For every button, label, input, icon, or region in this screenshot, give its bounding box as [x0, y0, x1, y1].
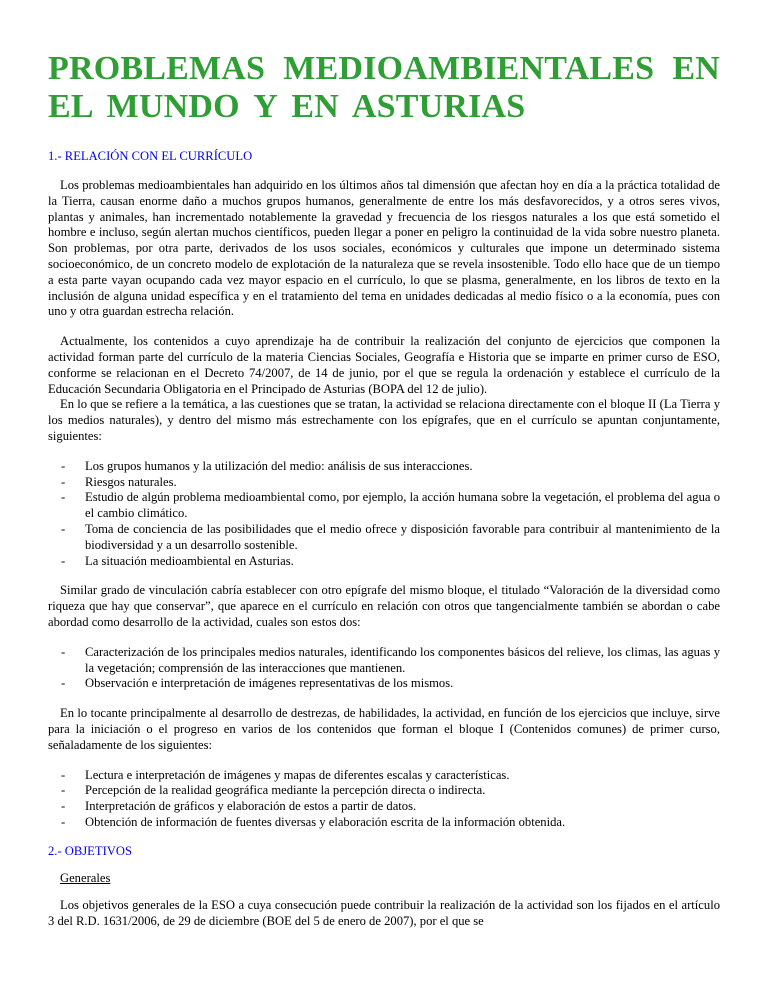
paragraph-1: Los problemas medioambientales han adquirido en los últimos años tal dimensión que afectan hoy en día a la práctica totalidad de la Tierra, causan enorme daño a muchos grupos humanos, generalmente de entre los más desfavorecidos, y a otros seres vivos, plantas y animales, han incrementado notablemente la gravedad y frecuencia de los riesgos naturales a los que está sometido el hombre e incluso, según alertan muchos científicos, pueden llegar a poner en peligro la continuidad de la vida sobre nuestro planeta. Son problemas, por otra parte, derivados de los usos sociales, económicos y culturales que impone un determinado sistema socioeconómico, de un concreto modelo de explotación de la naturaleza que se revela insostenible. Todo ello hace que de un tiempo a esta parte vayan ocupando cada vez mayor espacio en el currículo, lo que se plasma, generalmente, en los libros de texto en la inclusión de alguna unidad específica y en el tratamiento del tema en unidades dedicadas al medio físico o a la economía, pues con uno y otra guardan estrecha relación. — [48, 178, 720, 319]
dash-bullet: - — [61, 553, 66, 568]
list-item: - Estudio de algún problema medioambiental como, por ejemplo, la acción humana sobre la vegetación, el problema del agua o el cambio climático. — [61, 490, 720, 521]
contents-list-related — [48, 645, 720, 692]
dash-bullet: - — [61, 814, 66, 829]
paragraph-2: Actualmente, los contenidos a cuyo aprendizaje ha de contribuir la realización del conjunto de ejercicios que componen la actividad forman parte del currículo de la materia Ciencias Sociales, Geografía e Historia que se imparte en primer curso de ESO, conforme se relacionan en el Decreto 74/2007, de 14 de junio, por el que se regula la ordenación y establece el currículo de la Educación Secundaria Obligatoria en el Principado de Asturias (BOPA del 12 de julio). — [48, 334, 720, 396]
section-heading-objetivos: 2.- OBJETIVOS — [48, 843, 132, 858]
contents-list-bloque-2 — [48, 459, 720, 570]
document-page — [48, 50, 720, 930]
paragraph-objetivos: Los objetivos generales de la ESO a cuya consecución puede contribuir la realización de la actividad son los fijados en el artículo 3 del R.D. 1631/2006, de 29 de diciembre (BOE del 5 de enero de 2007), por el que se — [48, 898, 720, 929]
paragraph-5: En lo tocante principalmente al desarrollo de destrezas, de habilidades, la actividad, en función de los ejercicios que incluye, sirve para la iniciación o el progreso en varios de los contenidos que forman el bloque I (Contenidos comunes) de primer curso, señaladamente de los siguientes: — [48, 706, 720, 752]
list-item: - Caracterización de los principales medios naturales, identificando los componentes básicos del relieve, los climas, las aguas y la vegetación; comprensión de las interacciones que mantienen. — [61, 644, 720, 675]
paragraph-4: Similar grado de vinculación cabría establecer con otro epígrafe del mismo bloque, el titulado “Valoración de la diversidad como riqueza que hay que conservar”, que aparece en el currículo en relación con otros que tangencialmente también se abordan o cabe abordad como desarrollo de la actividad, cuales son estos dos: — [48, 583, 720, 629]
document-title: PROBLEMAS MEDIOAMBIENTALES EN EL MUNDO Y EN ASTURIAS — [48, 50, 720, 125]
paragraph-3: En lo que se refiere a la temática, a las cuestiones que se tratan, la actividad se relaciona directamente con el bloque II (La Tierra y los medios naturales), y dentro del mismo más estrechamente con los epígrafes, que en el currículo se apuntan conjuntamente, siguientes: — [48, 397, 720, 443]
subheading-generales: Generales — [60, 870, 111, 885]
contents-list-bloque-1 — [48, 768, 720, 831]
dash-bullet: - — [61, 676, 66, 691]
dash-bullet: - — [61, 521, 66, 536]
dash-bullet: - — [61, 474, 66, 489]
dash-bullet: - — [61, 490, 66, 505]
list-item: - La situación medioambiental en Asturias. — [61, 553, 294, 568]
dash-bullet: - — [61, 799, 66, 814]
dash-bullet: - — [61, 458, 66, 473]
list-item: - Percepción de la realidad geográfica mediante la percepción directa o indirecta. — [61, 783, 486, 798]
list-item: - Obtención de información de fuentes diversas y elaboración escrita de la información obtenida. — [61, 814, 566, 829]
list-item: - Toma de conciencia de las posibilidades que el medio ofrece y disposición favorable para contribuir al mantenimiento de la biodiversidad y a un desarrollo sostenible. — [61, 521, 720, 552]
list-item: - Lectura e interpretación de imágenes y mapas de diferentes escalas y características. — [61, 767, 510, 782]
dash-bullet: - — [61, 767, 66, 782]
section-heading-relacion: 1.- RELACIÓN CON EL CURRÍCULO — [48, 149, 253, 163]
dash-bullet: - — [61, 644, 66, 659]
list-item: - Interpretación de gráficos y elaboración de estos a partir de datos. — [61, 799, 417, 814]
dash-bullet: - — [61, 783, 66, 798]
list-item: - Los grupos humanos y la utilización del medio: análisis de sus interacciones. — [61, 458, 473, 473]
list-item: - Riesgos naturales. — [61, 474, 177, 489]
list-item: - Observación e interpretación de imágenes representativas de los mismos. — [61, 676, 454, 691]
